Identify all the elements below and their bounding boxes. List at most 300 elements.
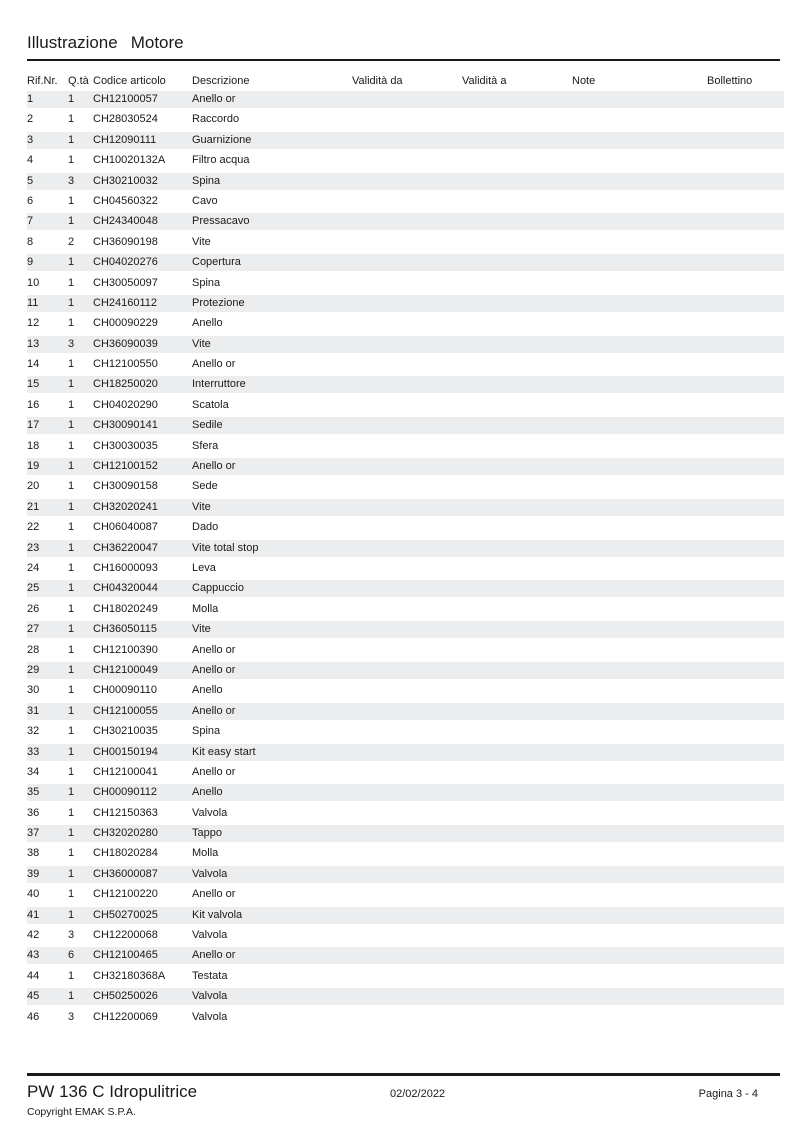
cell-validita-da [352, 866, 462, 883]
table-row [27, 560, 784, 580]
cell-qta: 1 [68, 541, 75, 554]
cell-note [572, 642, 707, 659]
cell-validita-a [462, 275, 572, 292]
cell-descrizione: Spina [192, 276, 221, 289]
cell-validita-a [462, 907, 572, 924]
cell-validita-a [462, 784, 572, 801]
cell-validita-da [352, 295, 462, 312]
table-row [27, 621, 784, 641]
cell-rif-nr: 45 [27, 990, 40, 1003]
cell-validita-da [352, 275, 462, 292]
cell-validita-da [352, 417, 462, 434]
cell-bollettino [707, 295, 784, 312]
cell-rif-nr: 13 [27, 337, 40, 350]
cell-validita-da [352, 642, 462, 659]
cell-rif-nr: 24 [27, 561, 40, 574]
cell-qta: 1 [68, 215, 75, 228]
table-row [27, 213, 784, 233]
cell-codice: CH24340048 [93, 215, 158, 228]
cell-qta: 1 [68, 663, 75, 676]
cell-validita-da [352, 723, 462, 740]
cell-bollettino [707, 499, 784, 516]
cell-rif-nr: 20 [27, 480, 40, 493]
cell-codice: CH28030524 [93, 113, 158, 126]
cell-rif-nr: 17 [27, 419, 40, 432]
cell-qta: 1 [68, 378, 75, 391]
footer-date: 02/02/2022 [390, 1088, 446, 1100]
cell-rif-nr: 9 [27, 256, 34, 269]
cell-rif-nr: 22 [27, 521, 40, 534]
cell-rif-nr: 33 [27, 745, 40, 758]
cell-bollettino [707, 580, 784, 597]
table-row [27, 152, 784, 172]
cell-note [572, 540, 707, 557]
cell-note [572, 988, 707, 1005]
cell-validita-da [352, 927, 462, 944]
cell-validita-da [352, 621, 462, 638]
cell-descrizione: Anello or [192, 358, 236, 371]
cell-bollettino [707, 825, 784, 842]
cell-bollettino [707, 234, 784, 251]
cell-validita-da [352, 784, 462, 801]
cell-codice: CH30210032 [93, 174, 158, 187]
cell-qta: 1 [68, 684, 75, 697]
cell-descrizione: Valvola [192, 990, 228, 1003]
cell-qta: 1 [68, 786, 75, 799]
cell-validita-a [462, 825, 572, 842]
cell-descrizione: Raccordo [192, 113, 240, 126]
table-row [27, 968, 784, 988]
cell-codice: CH12200069 [93, 1010, 158, 1023]
cell-validita-a [462, 621, 572, 638]
table-row [27, 91, 784, 111]
cell-rif-nr: 15 [27, 378, 40, 391]
cell-qta: 3 [68, 1010, 75, 1023]
cell-codice: CH36000087 [93, 867, 158, 880]
table-row [27, 988, 784, 1008]
cell-qta: 2 [68, 235, 75, 248]
cell-validita-da [352, 1009, 462, 1026]
table-row [27, 886, 784, 906]
cell-validita-da [352, 519, 462, 536]
cell-validita-da [352, 886, 462, 903]
cell-note [572, 438, 707, 455]
cell-descrizione: Anello or [192, 888, 236, 901]
cell-rif-nr: 23 [27, 541, 40, 554]
cell-note [572, 519, 707, 536]
cell-descrizione: Anello or [192, 93, 236, 105]
cell-descrizione: Anello or [192, 704, 236, 717]
cell-qta: 1 [68, 745, 75, 758]
table-row [27, 295, 784, 315]
cell-note [572, 825, 707, 842]
cell-codice: CH12100390 [93, 643, 158, 656]
cell-note [572, 886, 707, 903]
cell-validita-da [352, 132, 462, 149]
cell-codice: CH36090198 [93, 235, 158, 248]
cell-bollettino [707, 682, 784, 699]
table-row [27, 866, 784, 886]
cell-descrizione: Sede [192, 480, 218, 493]
cell-validita-a [462, 458, 572, 475]
cell-note [572, 703, 707, 720]
cell-validita-a [462, 886, 572, 903]
cell-validita-a [462, 356, 572, 373]
cell-descrizione: Anello or [192, 949, 236, 962]
cell-bollettino [707, 784, 784, 801]
cell-qta: 1 [68, 154, 75, 167]
cell-validita-a [462, 560, 572, 577]
cell-qta: 1 [68, 847, 75, 860]
cell-validita-da [352, 540, 462, 557]
cell-bollettino [707, 397, 784, 414]
cell-validita-da [352, 397, 462, 414]
table-row [27, 845, 784, 865]
cell-bollettino [707, 193, 784, 210]
cell-bollettino [707, 91, 784, 108]
table-header [27, 74, 784, 88]
cell-codice: CH18250020 [93, 378, 158, 391]
cell-note [572, 173, 707, 190]
cell-qta: 1 [68, 806, 75, 819]
cell-validita-a [462, 580, 572, 597]
cell-qta: 1 [68, 398, 75, 411]
cell-descrizione: Valvola [192, 1010, 228, 1023]
page-title [27, 33, 184, 53]
table-row [27, 376, 784, 396]
cell-descrizione: Valvola [192, 806, 228, 819]
table-row [27, 1009, 784, 1029]
table-row [27, 825, 784, 845]
cell-note [572, 947, 707, 964]
cell-bollettino [707, 988, 784, 1005]
cell-rif-nr: 39 [27, 867, 40, 880]
cell-descrizione: Interruttore [192, 378, 246, 391]
cell-bollettino [707, 132, 784, 149]
cell-validita-da [352, 458, 462, 475]
cell-rif-nr: 26 [27, 602, 40, 615]
cell-codice: CH30050097 [93, 276, 158, 289]
table-row [27, 173, 784, 193]
cell-bollettino [707, 703, 784, 720]
cell-validita-a [462, 499, 572, 516]
cell-codice: CH32020280 [93, 827, 158, 840]
cell-validita-a [462, 866, 572, 883]
cell-qta: 1 [68, 990, 75, 1003]
cell-descrizione: Protezione [192, 296, 245, 309]
cell-bollettino [707, 376, 784, 393]
cell-qta: 1 [68, 317, 75, 330]
column-header-validita-a: Validità a [462, 75, 507, 87]
cell-note [572, 560, 707, 577]
table-row [27, 438, 784, 458]
column-header-rif-nr: Rif.Nr. [27, 75, 58, 87]
cell-note [572, 254, 707, 271]
cell-note [572, 295, 707, 312]
table-row [27, 478, 784, 498]
cell-qta: 1 [68, 113, 75, 126]
cell-rif-nr: 14 [27, 358, 40, 371]
cell-validita-a [462, 845, 572, 862]
cell-validita-a [462, 968, 572, 985]
cell-codice: CH36050115 [93, 623, 158, 636]
table-row [27, 458, 784, 478]
cell-bollettino [707, 642, 784, 659]
cell-bollettino [707, 275, 784, 292]
cell-validita-da [352, 947, 462, 964]
page-title-label: Illustrazione [27, 33, 118, 52]
cell-qta: 6 [68, 949, 75, 962]
cell-qta: 1 [68, 194, 75, 207]
footer-page-number: Pagina 3 - 4 [698, 1088, 758, 1100]
cell-validita-a [462, 336, 572, 353]
cell-note [572, 499, 707, 516]
cell-codice: CH10020132A [93, 154, 166, 167]
cell-rif-nr: 18 [27, 439, 40, 452]
cell-descrizione: Kit valvola [192, 908, 243, 921]
cell-qta: 1 [68, 704, 75, 717]
cell-validita-da [352, 376, 462, 393]
cell-qta: 1 [68, 888, 75, 901]
cell-codice: CH12100220 [93, 888, 158, 901]
cell-codice: CH18020284 [93, 847, 158, 860]
cell-bollettino [707, 927, 784, 944]
cell-codice: CH12100152 [93, 460, 158, 473]
cell-descrizione: Anello or [192, 460, 236, 473]
cell-note [572, 723, 707, 740]
cell-qta: 1 [68, 582, 75, 595]
cell-validita-a [462, 540, 572, 557]
cell-note [572, 336, 707, 353]
cell-validita-da [352, 111, 462, 128]
table-row [27, 315, 784, 335]
table-row [27, 193, 784, 213]
cell-note [572, 744, 707, 761]
cell-validita-a [462, 723, 572, 740]
cell-codice: CH04560322 [93, 194, 158, 207]
cell-note [572, 213, 707, 230]
cell-descrizione: Sedile [192, 419, 223, 432]
cell-qta: 1 [68, 643, 75, 656]
cell-qta: 1 [68, 276, 75, 289]
cell-bollettino [707, 662, 784, 679]
cell-validita-da [352, 988, 462, 1005]
cell-validita-da [352, 213, 462, 230]
cell-descrizione: Copertura [192, 256, 241, 269]
cell-validita-a [462, 744, 572, 761]
cell-descrizione: Molla [192, 602, 219, 615]
cell-note [572, 376, 707, 393]
cell-codice: CH00090110 [93, 684, 158, 697]
cell-rif-nr: 2 [27, 113, 34, 126]
cell-qta: 1 [68, 256, 75, 269]
cell-validita-a [462, 397, 572, 414]
cell-qta: 1 [68, 358, 75, 371]
cell-rif-nr: 1 [27, 93, 34, 105]
cell-validita-da [352, 91, 462, 108]
table-row [27, 417, 784, 437]
cell-note [572, 397, 707, 414]
cell-validita-da [352, 560, 462, 577]
cell-descrizione: Anello or [192, 643, 236, 656]
cell-descrizione: Kit easy start [192, 745, 256, 758]
cell-rif-nr: 34 [27, 765, 40, 778]
table-row [27, 703, 784, 723]
cell-validita-a [462, 173, 572, 190]
cell-validita-da [352, 703, 462, 720]
cell-qta: 1 [68, 602, 75, 615]
cell-validita-a [462, 478, 572, 495]
cell-note [572, 417, 707, 434]
cell-descrizione: Spina [192, 174, 221, 187]
cell-validita-da [352, 152, 462, 169]
cell-rif-nr: 16 [27, 398, 40, 411]
cell-validita-a [462, 295, 572, 312]
cell-qta: 1 [68, 419, 75, 432]
cell-validita-a [462, 132, 572, 149]
cell-descrizione: Vite total stop [192, 541, 259, 554]
cell-validita-da [352, 193, 462, 210]
table-row [27, 642, 784, 662]
cell-qta: 1 [68, 500, 75, 513]
cell-bollettino [707, 356, 784, 373]
cell-note [572, 1009, 707, 1026]
cell-validita-a [462, 662, 572, 679]
cell-codice: CH12100049 [93, 663, 158, 676]
cell-descrizione: Vite [192, 235, 211, 248]
cell-note [572, 356, 707, 373]
cell-codice: CH12100055 [93, 704, 158, 717]
cell-qta: 1 [68, 296, 75, 309]
cell-rif-nr: 31 [27, 704, 40, 717]
cell-bollettino [707, 173, 784, 190]
cell-codice: CH12090111 [93, 133, 157, 146]
cell-note [572, 315, 707, 332]
cell-validita-a [462, 764, 572, 781]
cell-descrizione: Valvola [192, 867, 228, 880]
cell-validita-a [462, 438, 572, 455]
cell-note [572, 234, 707, 251]
cell-descrizione: Filtro acqua [192, 154, 250, 167]
cell-codice: CH04020290 [93, 398, 158, 411]
cell-bollettino [707, 560, 784, 577]
cell-codice: CH06040087 [93, 521, 158, 534]
cell-qta: 1 [68, 460, 75, 473]
cell-rif-nr: 11 [27, 296, 39, 309]
cell-note [572, 805, 707, 822]
cell-note [572, 152, 707, 169]
cell-qta: 1 [68, 867, 75, 880]
cell-validita-a [462, 417, 572, 434]
cell-validita-da [352, 968, 462, 985]
cell-validita-da [352, 580, 462, 597]
cell-validita-da [352, 682, 462, 699]
cell-codice: CH04320044 [93, 582, 158, 595]
cell-descrizione: Anello [192, 684, 223, 697]
cell-rif-nr: 42 [27, 929, 40, 942]
table-row [27, 947, 784, 967]
cell-bollettino [707, 744, 784, 761]
cell-descrizione: Vite [192, 500, 211, 513]
cell-validita-da [352, 173, 462, 190]
cell-note [572, 478, 707, 495]
cell-bollettino [707, 621, 784, 638]
cell-rif-nr: 19 [27, 460, 40, 473]
cell-qta: 1 [68, 439, 75, 452]
cell-validita-a [462, 947, 572, 964]
cell-bollettino [707, 723, 784, 740]
cell-codice: CH12100041 [93, 765, 158, 778]
cell-qta: 1 [68, 623, 75, 636]
cell-validita-a [462, 703, 572, 720]
cell-descrizione: Guarnizione [192, 133, 252, 146]
cell-rif-nr: 38 [27, 847, 40, 860]
cell-rif-nr: 43 [27, 949, 40, 962]
table-row [27, 234, 784, 254]
cell-rif-nr: 28 [27, 643, 40, 656]
cell-validita-a [462, 519, 572, 536]
cell-validita-a [462, 111, 572, 128]
table-row [27, 805, 784, 825]
footer-product-title: PW 136 C Idropulitrice [27, 1082, 198, 1101]
cell-validita-a [462, 927, 572, 944]
cell-rif-nr: 36 [27, 806, 40, 819]
cell-bollettino [707, 111, 784, 128]
cell-codice: CH30090158 [93, 480, 158, 493]
table-row [27, 519, 784, 539]
cell-validita-da [352, 356, 462, 373]
cell-descrizione: Dado [192, 521, 219, 534]
table-row [27, 764, 784, 784]
cell-qta: 1 [68, 827, 75, 840]
table-row [27, 254, 784, 274]
cell-descrizione: Spina [192, 725, 221, 738]
table-row [27, 662, 784, 682]
table-row [27, 132, 784, 152]
table-row [27, 275, 784, 295]
table-row [27, 927, 784, 947]
cell-rif-nr: 44 [27, 969, 40, 982]
cell-descrizione: Valvola [192, 929, 228, 942]
cell-qta: 1 [68, 908, 75, 921]
cell-validita-a [462, 254, 572, 271]
cell-validita-a [462, 213, 572, 230]
cell-rif-nr: 32 [27, 725, 40, 738]
cell-bollettino [707, 886, 784, 903]
cell-qta: 1 [68, 93, 75, 105]
cell-qta: 3 [68, 174, 75, 187]
cell-rif-nr: 10 [27, 276, 40, 289]
cell-rif-nr: 29 [27, 663, 40, 676]
column-header-bollettino: Bollettino [707, 75, 753, 87]
cell-bollettino [707, 866, 784, 883]
cell-codice: CH00150194 [93, 745, 158, 758]
column-header-codice: Codice articolo [93, 75, 166, 87]
table-row [27, 336, 784, 356]
column-header-note: Note [572, 75, 596, 87]
cell-codice: CH32020241 [93, 500, 158, 513]
cell-descrizione: Sfera [192, 439, 219, 452]
cell-validita-da [352, 825, 462, 842]
cell-validita-da [352, 234, 462, 251]
cell-rif-nr: 35 [27, 786, 40, 799]
cell-validita-da [352, 907, 462, 924]
cell-bollettino [707, 601, 784, 618]
cell-validita-da [352, 764, 462, 781]
table-row [27, 580, 784, 600]
cell-note [572, 682, 707, 699]
cell-note [572, 601, 707, 618]
